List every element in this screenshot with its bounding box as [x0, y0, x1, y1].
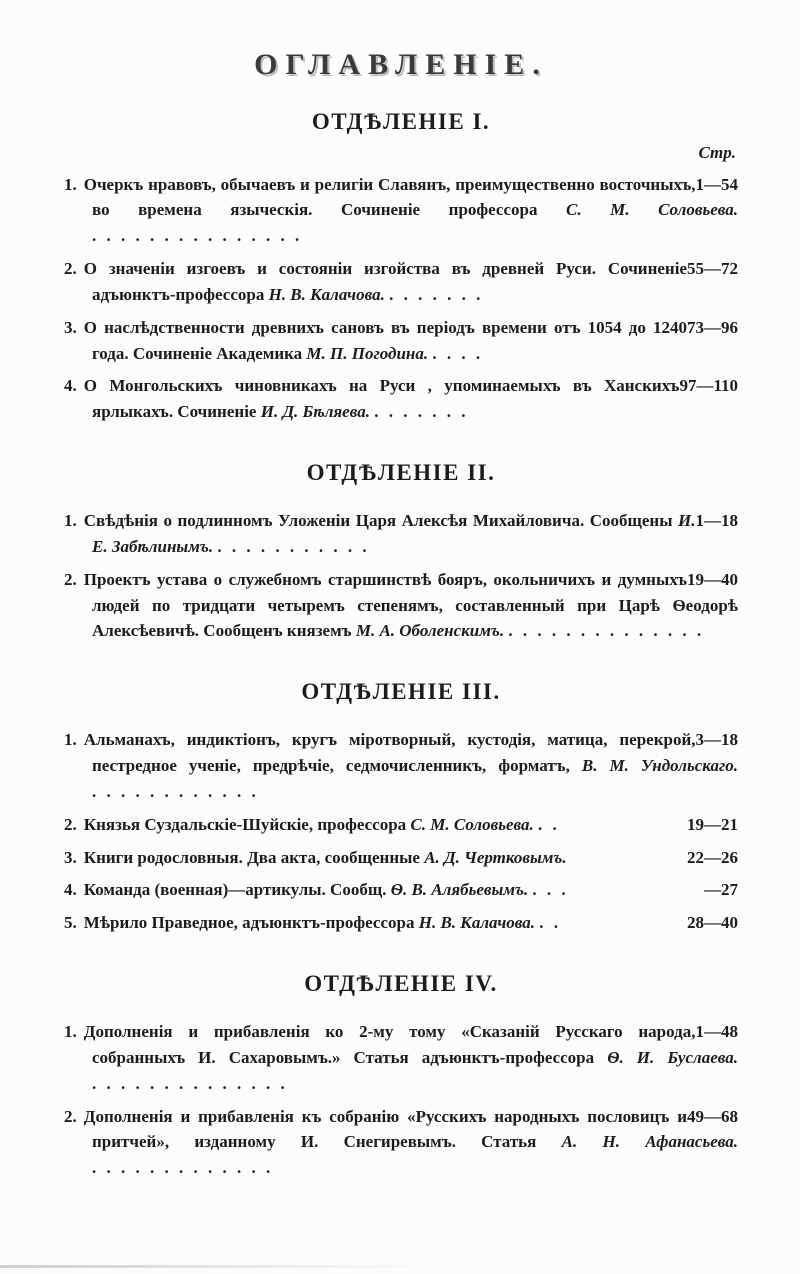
- toc-entry: [64, 373, 738, 425]
- page-range: 28—40: [687, 913, 738, 933]
- toc-entry: [64, 315, 738, 367]
- entry-text: О Монгольскихъ чиновникахъ на Руси , упоминаемыхъ въ Ханскихъ ярлыкахъ. Сочиненіе: [83, 376, 680, 422]
- entry-author: М. П. Погодина.: [306, 343, 429, 363]
- entry-text: Свѣдѣнія о подлинномъ Уложеніи Царя Алексѣя Михайловича. Сообщены: [83, 511, 679, 531]
- toc-entry: [64, 727, 738, 804]
- page-range: 1—54: [695, 174, 738, 194]
- entry-number: 1.: [64, 511, 77, 531]
- entry-number: 4.: [64, 880, 77, 900]
- entry-number: 1.: [64, 174, 77, 194]
- entry-number: 3.: [64, 847, 77, 867]
- entry-author: Ѳ. И. Буслаева.: [607, 1047, 738, 1067]
- toc-entry: [64, 910, 738, 936]
- toc-entry: [64, 1104, 738, 1181]
- entry-number: 2.: [64, 814, 77, 834]
- dot-leader: . . .: [532, 880, 569, 900]
- page-range: 19—40: [687, 569, 738, 589]
- entry-number: 2.: [64, 259, 77, 279]
- entry-text: Мѣрило Праведное, адъюнктъ-профессора: [83, 913, 419, 933]
- entry-text: Книги родословныя. Два акта, сообщенные: [83, 847, 425, 867]
- entry-author: Н. В. Калачова.: [418, 913, 535, 933]
- section-heading-3: ОТДѢЛЕНІЕ III.: [301, 679, 501, 705]
- dot-leader: . . . . . . .: [389, 284, 484, 304]
- dot-leader: . . . . . . . . . . . . . . .: [92, 226, 303, 246]
- dot-leader: . . . . . . . . . . .: [217, 536, 370, 556]
- entry-author: С. М. Соловьева.: [566, 200, 738, 220]
- toc-entry: [64, 812, 738, 838]
- section-heading-2: ОТДѢЛЕНІЕ II.: [306, 460, 496, 486]
- entry-author: Ѳ. В. Алябьевымъ.: [390, 880, 529, 900]
- page-column-header: Стр.: [698, 143, 736, 162]
- entry-number: 3.: [64, 317, 77, 337]
- page-range: 1—48: [695, 1022, 738, 1042]
- entry-number: 5.: [64, 913, 77, 933]
- entry-author: И. Е. Забѣлинымъ.: [92, 511, 696, 556]
- entry-text: О наслѣдственности древнихъ сановъ въ періодъ времени отъ 1054 до 1240 года. Сочиненіе Академика: [83, 317, 687, 363]
- entry-text: Очеркъ нравовъ, обычаевъ и религіи Славянъ, преимущественно восточныхъ, во времена языческія. Сочиненіе профессора: [83, 174, 696, 220]
- page-range: 55—72: [687, 259, 738, 279]
- entry-text: О значеніи изгоевъ и состояніи изгойства въ древней Руси. Сочиненіе адъюнктъ-профессора: [83, 259, 687, 304]
- page-title: ОГЛАВЛЕНІЕ.: [254, 48, 548, 81]
- entry-text: Проектъ устава о служебномъ старшинствѣ бояръ, окольничихъ и думныхъ людей по тридцати четыремъ степенямъ, составленный при Царѣ Ѳеодорѣ Алексѣевичѣ. Сообщенъ княземъ: [83, 569, 738, 641]
- dot-leader: . .: [539, 913, 561, 933]
- entry-author: М. А. Оболенскимъ.: [355, 621, 505, 641]
- entry-text: Дополненія и прибавленія ко 2-му тому «Сказаній Русскаго народа, собранныхъ И. Сахаровымъ.» Статья адъюнктъ-профессора: [83, 1022, 696, 1067]
- entry-text: Команда (военная)—артикулы. Сообщ.: [83, 880, 391, 900]
- page-range: 3—18: [695, 730, 738, 750]
- dot-leader: . . . . . . . . . . . .: [92, 781, 259, 801]
- entry-text: Князья Суздальскіе-Шуйскіе, профессора: [83, 814, 411, 834]
- dot-leader: . . . . . . . . . . . . . .: [508, 621, 705, 641]
- toc-entry: [64, 845, 738, 871]
- page-range: 22—26: [687, 847, 738, 867]
- entry-number: 2.: [64, 1106, 77, 1126]
- section-heading-4: ОТДѢЛЕНІЕ IV.: [304, 971, 498, 997]
- entry-number: 2.: [64, 569, 77, 589]
- toc-entry: [64, 1019, 738, 1096]
- entry-author: В. М. Ундольскаго.: [581, 756, 738, 776]
- page-range: 49—68: [687, 1106, 738, 1126]
- dot-leader: . . . . . . . . . . . . . .: [92, 1073, 288, 1093]
- entry-text: Дополненія и прибавленія къ собранію «Русскихъ народныхъ пословицъ и притчей», изданному И. Снегиревымъ. Статья: [83, 1106, 687, 1152]
- entry-author: И. Д. Бѣляева.: [260, 402, 370, 422]
- dot-leader: . . . . . . .: [374, 402, 469, 422]
- dot-leader: . . . .: [432, 343, 484, 363]
- entry-number: 1.: [64, 1022, 77, 1042]
- toc-entry: [64, 877, 738, 903]
- toc-entry: [64, 567, 738, 644]
- section-heading-1: ОТДѢЛЕНІЕ I.: [311, 109, 491, 134]
- entry-author: А. Д. Чертковымъ.: [424, 847, 567, 867]
- entry-number: 4.: [64, 376, 77, 396]
- dot-leader: . . . . . . . . . . . . .: [92, 1158, 274, 1178]
- page-range: —27: [704, 880, 738, 900]
- dot-leader: . .: [538, 814, 560, 834]
- toc-entry: [64, 172, 738, 249]
- entry-author: С. М. Соловьева.: [410, 814, 534, 834]
- page-range: 19—21: [687, 814, 738, 834]
- entry-author: А. Н. Афанасьева.: [561, 1132, 738, 1152]
- toc-entry: [64, 508, 738, 560]
- page-range: 73—96: [687, 317, 738, 337]
- entry-number: 1.: [64, 730, 77, 750]
- page-range: 1—18: [695, 511, 738, 531]
- scan-edge-artifact: [0, 1265, 440, 1268]
- page-range: 97—110: [679, 376, 738, 396]
- entry-text: Альманахъ, индиктіонъ, кругъ міротворный, кустодія, матица, перекрой, пестредное ученіе, предрѣчіе, седмочисленникъ, форматъ,: [83, 730, 696, 776]
- toc-entry: [64, 256, 738, 308]
- entry-author: Н. В. Калачова.: [268, 284, 385, 304]
